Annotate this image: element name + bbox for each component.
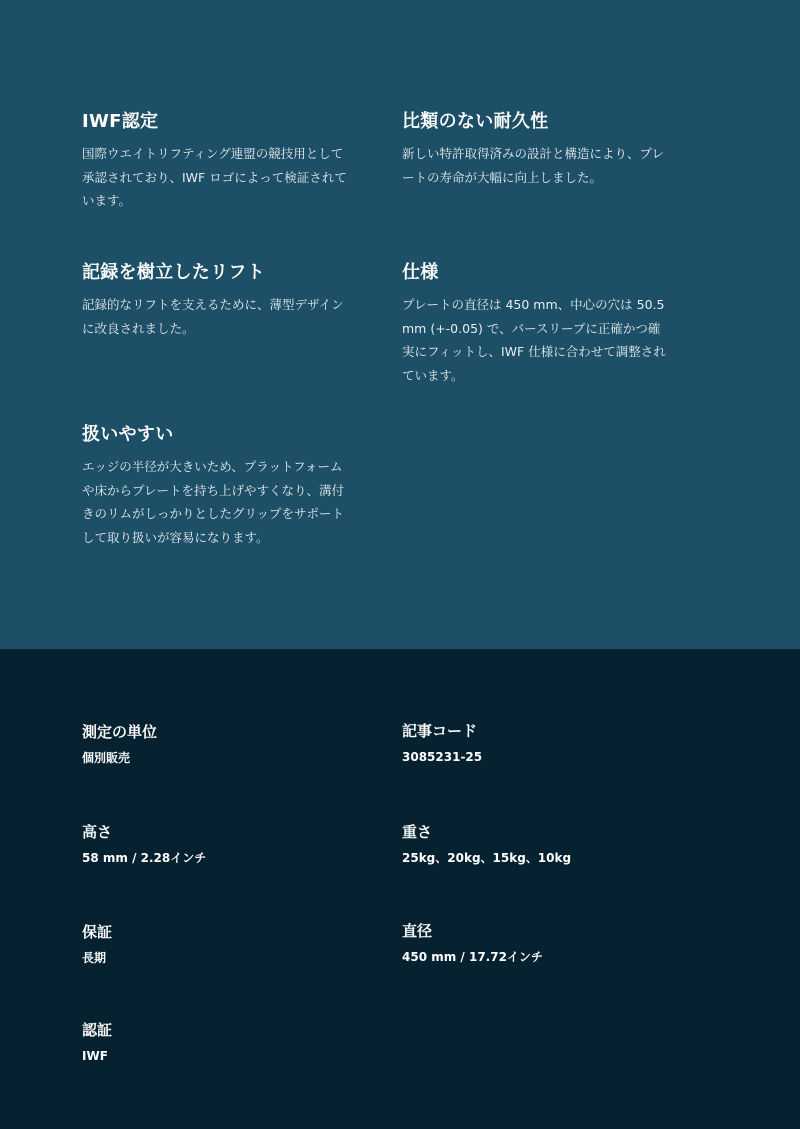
spec-article-code <box>402 721 702 765</box>
spec-warranty <box>82 922 382 966</box>
feature-easy-handling <box>82 423 352 549</box>
spec-label: 測定の単位 <box>82 723 158 741</box>
feature-body: 記録的なリフトを支えるために、薄型デザインに改良されました。 <box>82 297 344 336</box>
spec-label: 認証 <box>82 1021 113 1039</box>
feature-body: エッジの半径が大きいため、プラットフォームや床からプレートを持ち上げやすくなり、溝付きのリムがしっかりとしたグリップをサポートして取り扱いが容易になります。 <box>82 459 345 545</box>
feature-title: IWF認定 <box>82 111 159 132</box>
spec-unit <box>82 722 382 766</box>
feature-title: 記録を樹立したリフト <box>82 262 265 283</box>
feature-durability <box>402 110 672 189</box>
spec-label: 重さ <box>402 823 433 841</box>
spec-value: 個別販売 <box>82 751 131 765</box>
spec-value: 3085231-25 <box>402 750 483 764</box>
feature-title: 扱いやすい <box>82 424 174 445</box>
feature-record-lift <box>82 261 352 340</box>
spec-label: 記事コード <box>402 722 478 740</box>
spec-value: 長期 <box>82 951 107 965</box>
spec-value: 450 mm / 17.72インチ <box>402 950 543 964</box>
feature-title: 比類のない耐久性 <box>402 111 549 132</box>
spec-height <box>82 822 382 866</box>
feature-title: 仕様 <box>402 262 439 283</box>
feature-body: 国際ウエイトリフティング連盟の競技用として承認されており、IWF ロゴによって検証されています。 <box>82 146 347 208</box>
spec-value: 25kg、20kg、15kg、10kg <box>402 851 572 865</box>
spec-value: 58 mm / 2.28インチ <box>82 851 207 865</box>
specs-section <box>0 649 800 1129</box>
spec-certification <box>82 1020 382 1064</box>
feature-specifications <box>402 261 672 387</box>
spec-value: IWF <box>82 1049 108 1063</box>
spec-label: 直径 <box>402 922 433 940</box>
feature-iwf-certified <box>82 110 352 213</box>
feature-body: プレートの直径は 450 mm、中心の穴は 50.5 mm (+-0.05) で、バースリーブに正確かつ確実にフィットし、IWF 仕様に合わせて調整されています。 <box>402 297 666 383</box>
spec-label: 保証 <box>82 923 113 941</box>
spec-diameter <box>402 921 702 965</box>
feature-body: 新しい特許取得済みの設計と構造により、プレートの寿命が大幅に向上しました。 <box>402 146 665 185</box>
spec-label: 高さ <box>82 823 113 841</box>
spec-weight <box>402 822 702 866</box>
